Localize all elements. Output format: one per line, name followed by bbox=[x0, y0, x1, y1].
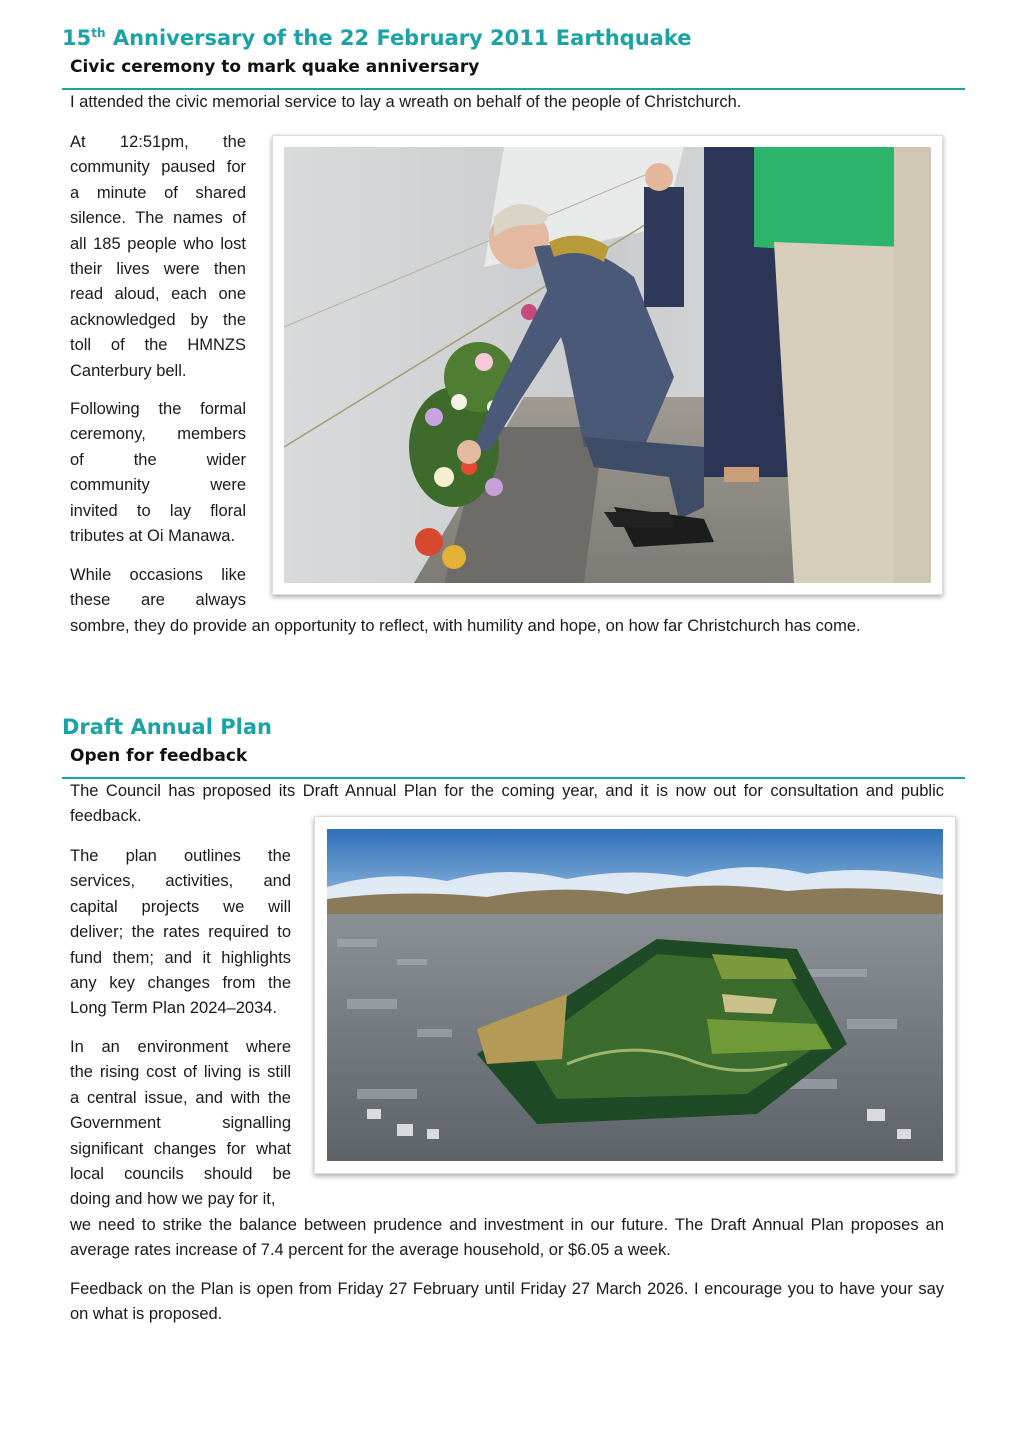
text-line: silence. The names of bbox=[70, 209, 246, 228]
text-line: of the wider bbox=[70, 450, 246, 469]
text-line: a central issue, and with the bbox=[70, 1088, 291, 1107]
text-line: community were bbox=[70, 476, 246, 495]
annual-plan-para2 bbox=[70, 1035, 944, 1264]
text-line: fund them; and it highlights bbox=[70, 948, 291, 967]
text-line: Long Term Plan 2024–2034. bbox=[70, 999, 278, 1018]
text-line: deliver; the rates required to bbox=[70, 923, 291, 942]
annual-plan-subtitle: Open for feedback bbox=[70, 746, 248, 766]
text-line: the rising cost of living is still bbox=[70, 1063, 291, 1082]
text-line: In an environment where bbox=[70, 1038, 291, 1056]
text-line: Canterbury bell. bbox=[70, 361, 187, 380]
text-line: a minute of shared bbox=[70, 183, 246, 202]
text-line: toll of the HMNZS bbox=[70, 336, 246, 355]
text-line: The plan outlines the bbox=[70, 847, 291, 865]
text-line: all 185 people who lost bbox=[70, 234, 246, 253]
text-line: ceremony, members bbox=[70, 425, 246, 444]
text-line: capital projects we will bbox=[70, 897, 291, 916]
text-line: invited to lay floral bbox=[70, 501, 246, 520]
aerial-photo-illustration bbox=[327, 829, 943, 1161]
annual-plan-para1 bbox=[70, 844, 291, 1022]
text-line: read aloud, each one bbox=[70, 285, 246, 304]
text-line: At 12:51pm, the bbox=[70, 133, 246, 151]
memorial-photo-illustration bbox=[284, 147, 931, 583]
section-divider bbox=[62, 777, 965, 779]
title-text: Anniversary of the 22 February 2011 Earthquake bbox=[105, 26, 692, 50]
text-line: these are always bbox=[70, 591, 246, 610]
text-line: any key changes from the bbox=[70, 974, 291, 993]
text-line: tributes at Oi Manawa. bbox=[70, 527, 236, 546]
text-line: we need to strike the balance between prudence and investment in our future. The Draft Annual Plan proposes an average rates increase of 7.4 percent for the average household, or $6.05 a week. bbox=[70, 1215, 944, 1260]
earthquake-subtitle: Civic ceremony to mark quake anniversary bbox=[70, 57, 480, 77]
earthquake-section bbox=[0, 0, 1012, 660]
earthquake-title bbox=[62, 26, 691, 50]
earthquake-intro: I attended the civic memorial service to lay a wreath on behalf of the people of Christchurch. bbox=[70, 93, 742, 111]
title-number: 15 bbox=[62, 26, 92, 50]
text-line: local councils should be bbox=[70, 1165, 291, 1184]
annual-plan-para3: Feedback on the Plan is open from Friday 27 February until Friday 27 March 2026. I encourage you to have your say on what is proposed. bbox=[70, 1280, 944, 1324]
annual-plan-title: Draft Annual Plan bbox=[62, 715, 272, 739]
text-line: sombre, they do provide an opportunity to reflect, with humility and hope, on how far Christchurch has come. bbox=[70, 616, 861, 635]
annual-plan-intro: The Council has proposed its Draft Annual Plan for the coming year, and it is now out for consultation and public feedback. bbox=[70, 782, 944, 826]
title-ordinal-suffix: th bbox=[91, 26, 106, 40]
text-line: services, activities, and bbox=[70, 872, 291, 891]
earthquake-para1 bbox=[70, 130, 246, 384]
text-line: community paused for bbox=[70, 158, 246, 177]
text-line: While occasions like bbox=[70, 566, 246, 584]
text-line: doing and how we pay for it, bbox=[70, 1190, 276, 1209]
aerial-city-photo bbox=[314, 816, 956, 1174]
text-line: acknowledged by the bbox=[70, 310, 246, 329]
text-line: significant changes for what bbox=[70, 1139, 291, 1158]
memorial-wreath-photo bbox=[272, 135, 943, 595]
text-line: Following the formal bbox=[70, 400, 246, 418]
text-line: their lives were then bbox=[70, 260, 246, 279]
text-line: Government signalling bbox=[70, 1114, 291, 1133]
earthquake-para2 bbox=[70, 397, 246, 549]
